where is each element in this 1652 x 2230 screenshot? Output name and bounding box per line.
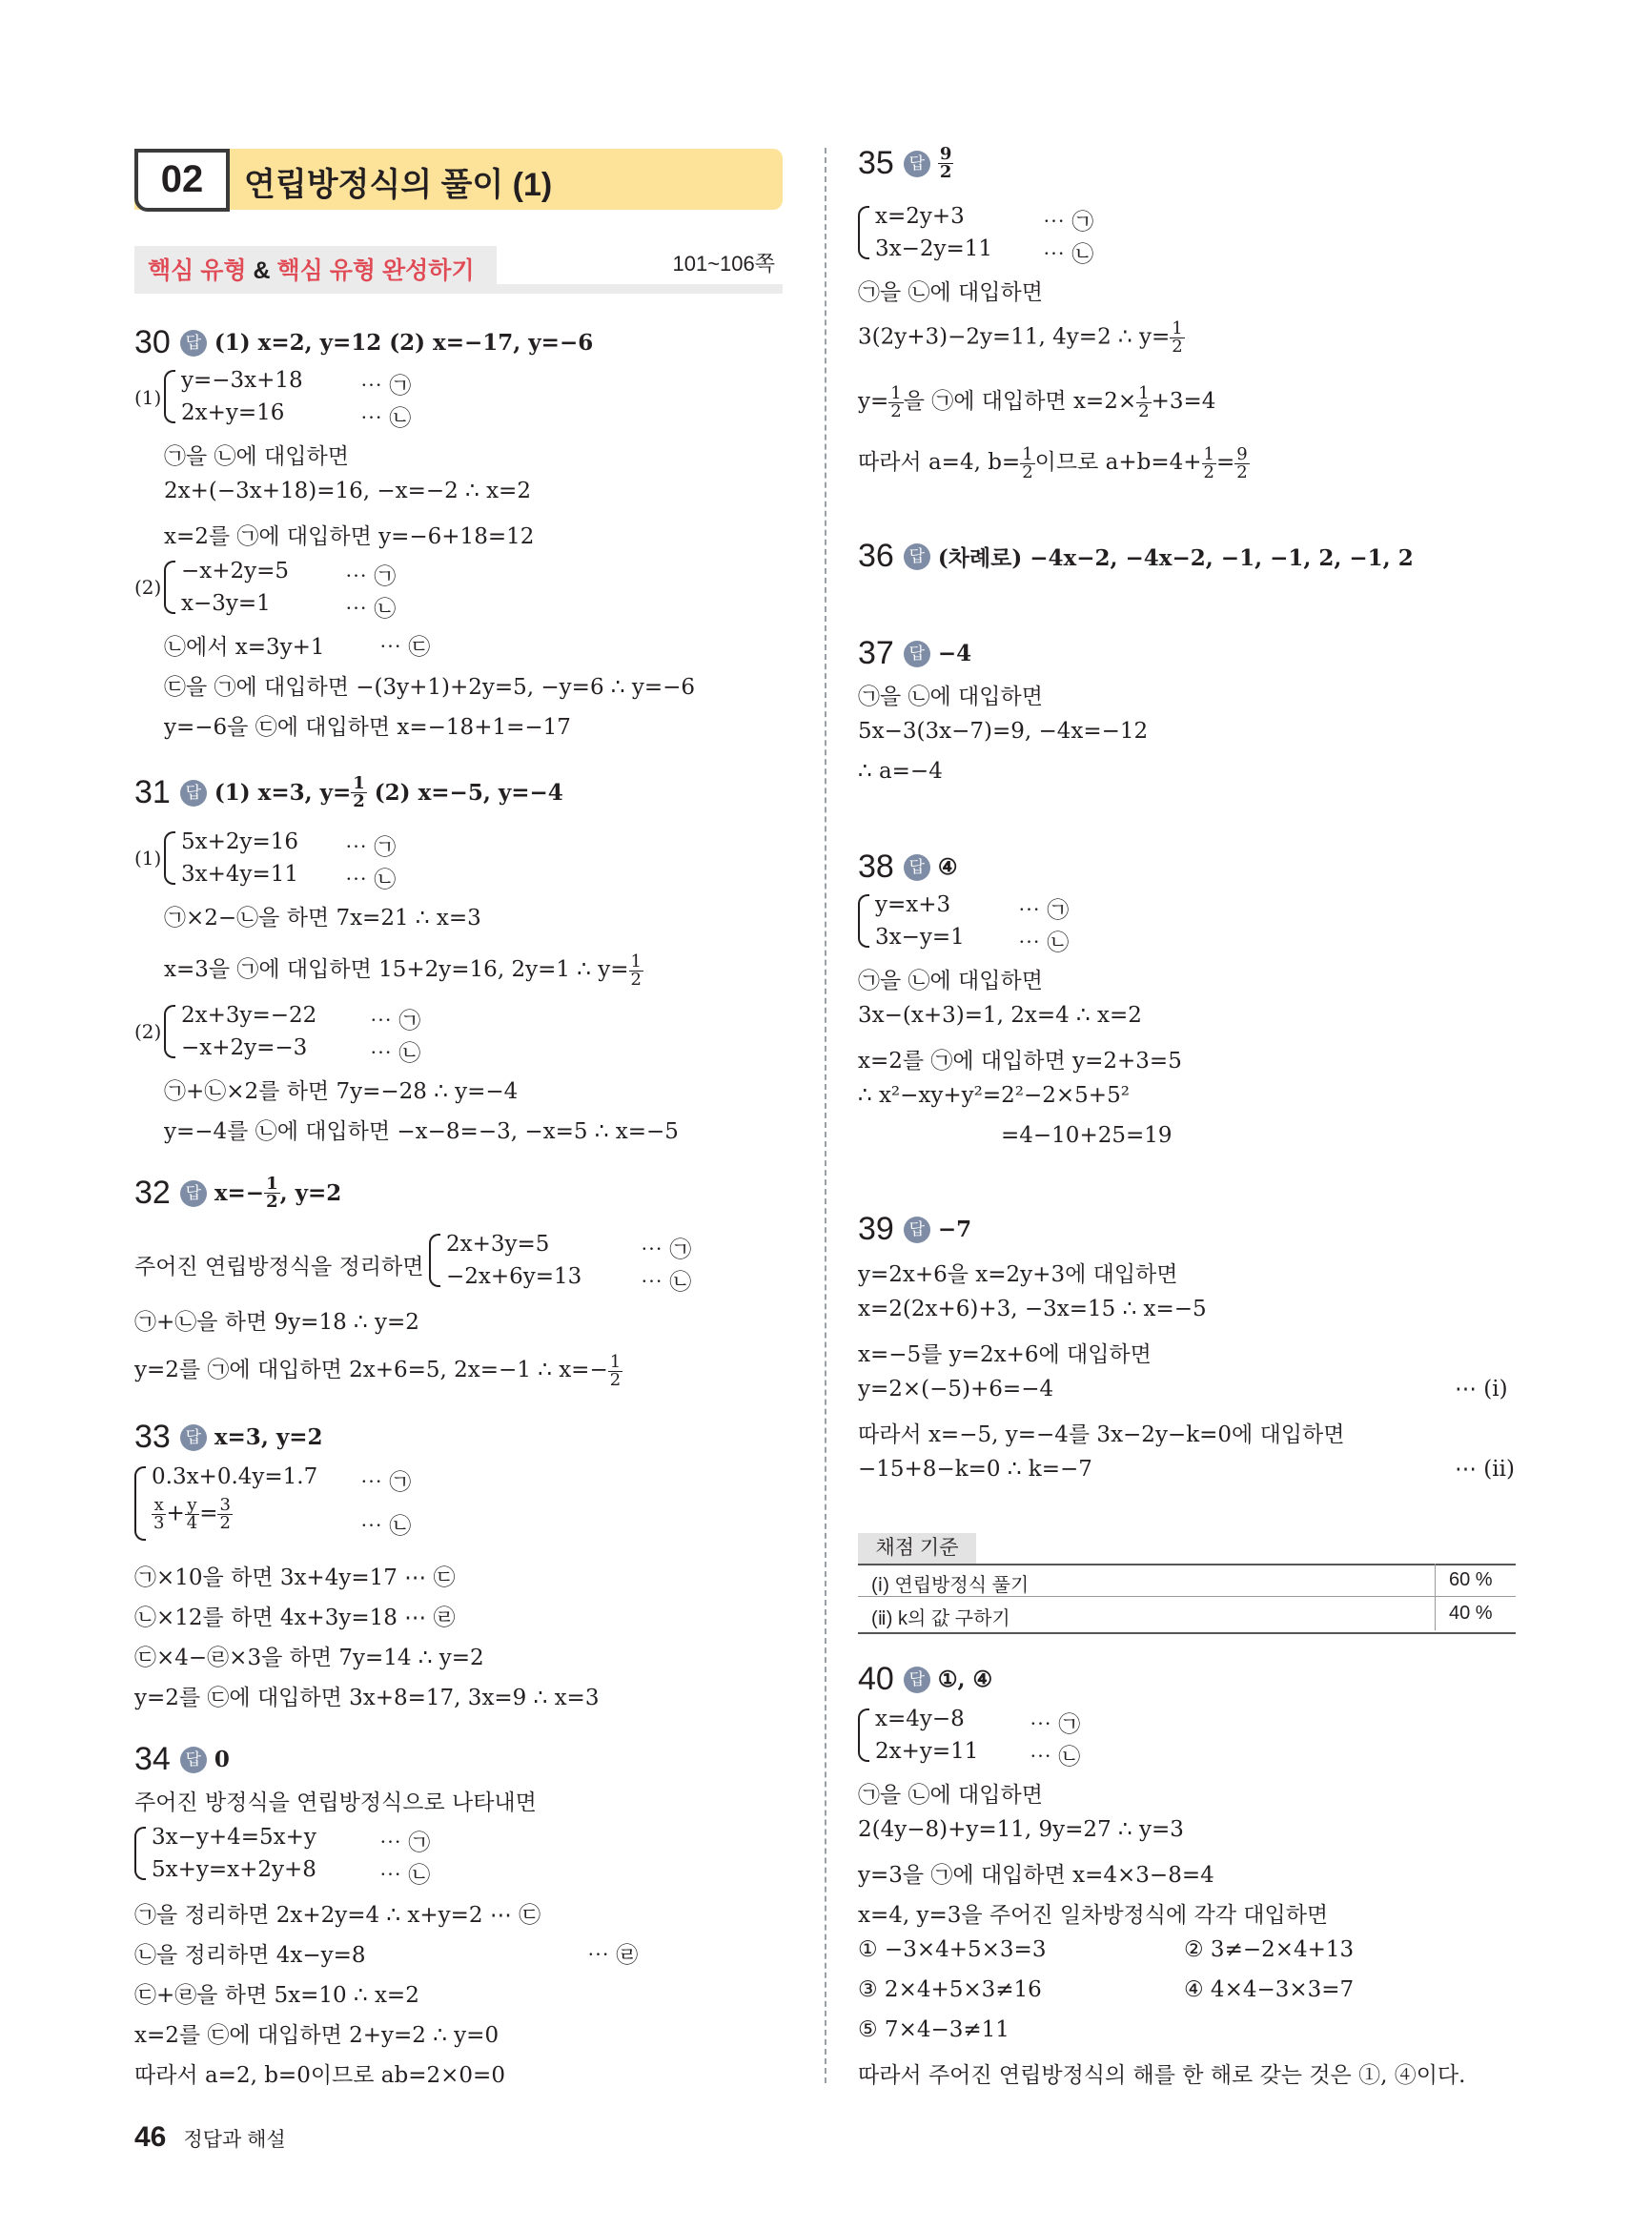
page-number: 46	[134, 2121, 167, 2153]
choice-4: ④ 4×4−3×3=7	[1184, 1977, 1355, 2002]
footer	[134, 2121, 286, 2154]
problem-40-heading: 40 답 ①, ④	[858, 1661, 993, 1697]
problem-38-heading: 38 답 ④	[858, 849, 958, 885]
choice-3: ③ 2×4+5×3≠16	[858, 1977, 1042, 2002]
section-number: 02	[134, 149, 230, 212]
problem-39-heading: 39 답 −7	[858, 1211, 972, 1247]
problem-35-heading: 35 답 $\frac{9}{2}$	[858, 144, 952, 182]
subheader-title: 핵심 유형 & 핵심 유형 완성하기	[148, 257, 475, 284]
answer: (1) x=2, y=12 (2) x=−17, y=−6	[214, 330, 594, 356]
problem-32-heading: 32 답 x=− $\frac{1}{2}$ , y=2	[134, 1174, 342, 1212]
rubric-row: (ⅰ) 연립방정식 풀기 60 %	[871, 1569, 1493, 1596]
problem-37-heading: 37 답 −4	[858, 635, 972, 671]
subheader	[134, 246, 783, 292]
problem-31-heading: 31 답 (1) x=3, y= $\frac{1}{2}$ (2) x=−5, y=−4	[134, 773, 563, 811]
problem-36-heading: 36 답 (차례로) −4x−2, −4x−2, −1, −1, 2, −1, 2	[858, 538, 1414, 574]
rubric-row: (ⅱ) k의 값 구하기 40 %	[871, 1603, 1493, 1629]
choice-1: ① −3×4+5×3=3	[858, 1937, 1047, 1962]
section-title: 연립방정식의 풀이 (1)	[244, 167, 553, 203]
rubric-title: 채점 기준	[858, 1533, 976, 1564]
footer-text: 정답과 해설	[183, 2129, 286, 2151]
page-range: 101~106쪽	[672, 252, 775, 276]
column-divider	[825, 148, 826, 2083]
choice-2: ② 3≠−2×4+13	[1184, 1937, 1355, 1962]
problem-34-heading: 34 답 0	[134, 1741, 230, 1777]
section-header	[134, 149, 783, 210]
problem-30-heading: 30 답 (1) x=2, y=12 (2) x=−17, y=−6	[134, 324, 594, 360]
problem-33-heading: 33 답 x=3, y=2	[134, 1419, 323, 1455]
choice-5: ⑤ 7×4−3≠11	[858, 2017, 1010, 2042]
